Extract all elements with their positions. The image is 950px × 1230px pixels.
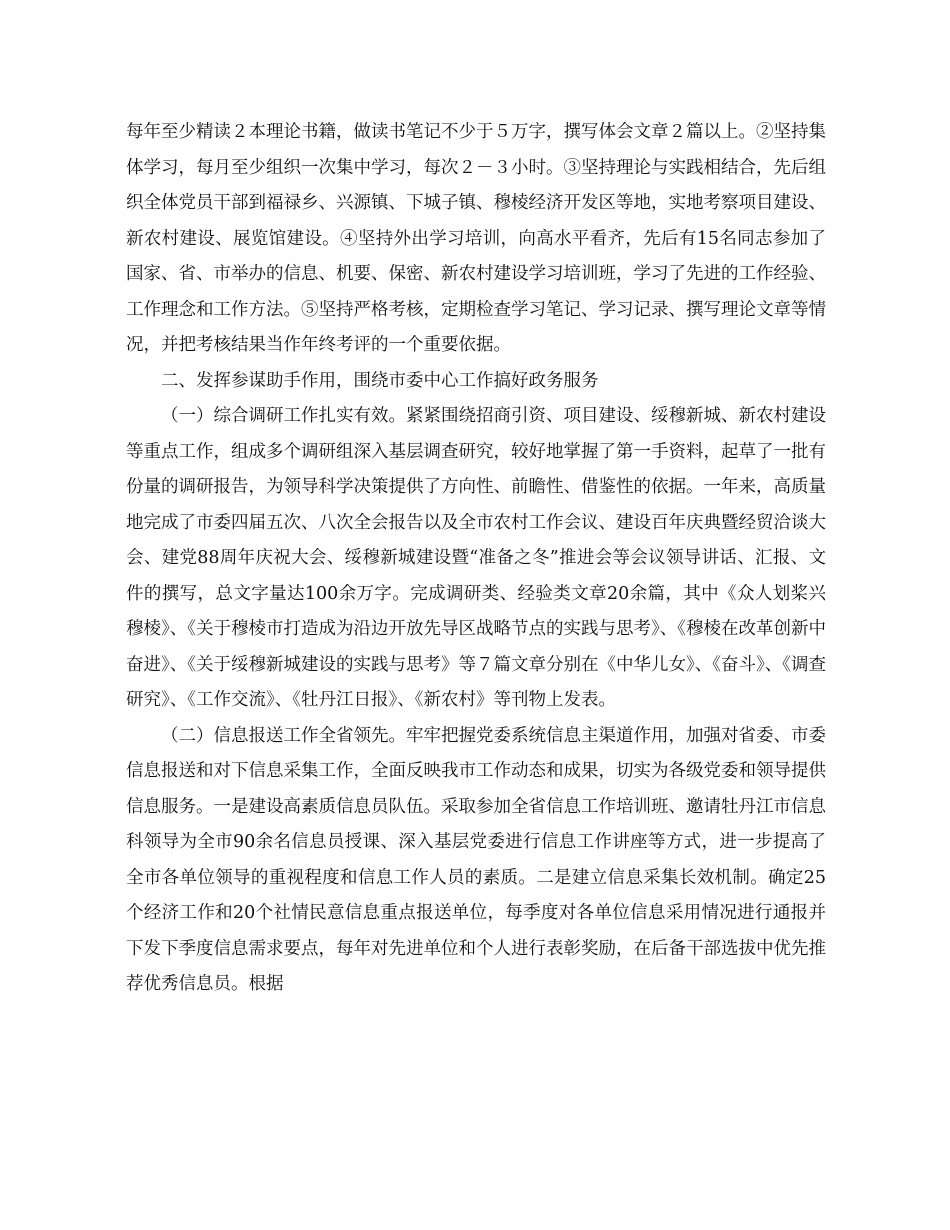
body-paragraph-study: 每年至少精读２本理论书籍，做读书笔记不少于５万字，撰写体会文章２篇以上。②坚持集体学习，每月至少组织一次集中学习，每次２－３小时。③坚持理论与实践相结合，先后组织全体党员干部到福禄乡、兴源镇、下城子镇、穆棱经济开发区等地，实地考察项目建设、新农村建设、展览馆建设。④坚持外出学习培训，向高水平看齐，先后有15名同志参加了国家、省、市举办的信息、机要、保密、新农村建设学习培训班，学习了先进的工作经验、工作理念和工作方法。⑤坚持严格考核，定期检查学习笔记、学习记录、撰写理论文章等情况，并把考核结果当作年终考评的一个重要依据。 — [126, 122, 826, 355]
section-heading: 二、发挥参谋助手作用，围绕市委中心工作搞好政务服务 — [161, 370, 599, 391]
body-paragraph-information: （二）信息报送工作全省领先。牢牢把握党委系统信息主渠道作用，加强对省委、市委信息报送和对下信息采集工作，全面反映我市工作动态和成果，切实为各级党委和领导提供信息服务。一是建设高素质信息员队伍。采取参加全省信息工作培训班、邀请牡丹江市信息科领导为全市90余名信息员授课、深入基层党委进行信息工作讲座等方式，进一步提高了全市各单位领导的重视程度和信息工作人员的素质。二是建立信息采集长效机制。确定25个经济工作和20个社情民意信息重点报送单位，每季度对各单位信息采用情况进行通报并下发下季度信息需求要点，每年对先进单位和个人进行表彰奖励，在后备干部选拔中优先推荐优秀信息员。根据 — [126, 725, 826, 994]
document-page — [126, 115, 826, 1003]
body-paragraph-research: （一）综合调研工作扎实有效。紧紧围绕招商引资、项目建设、绥穆新城、新农村建设等重点工作，组成多个调研组深入基层调查研究，较好地掌握了第一手资料，起草了一批有份量的调研报告，为领导科学决策提供了方向性、前瞻性、借鉴性的依据。一年来，高质量地完成了市委四届五次、八次全会报告以及全市农村工作会议、建设百年庆典暨经贸洽谈大会、建党88周年庆祝大会、绥穆新城建设暨“准备之冬”推进会等会议领导讲话、汇报、文件的撰写，总文字量达100余万字。完成调研类、经验类文章20余篇，其中《众人划桨兴穆棱》、《关于穆棱市打造成为沿边开放先导区战略节点的实践与思考》、《穆棱在改革创新中奋进》、《关于绥穆新城建设的实践与思考》等７篇文章分别在《中华儿女》、《奋斗》、《调查研究》、《工作交流》、《牡丹江日报》、《新农村》等刊物上发表。 — [126, 406, 826, 710]
